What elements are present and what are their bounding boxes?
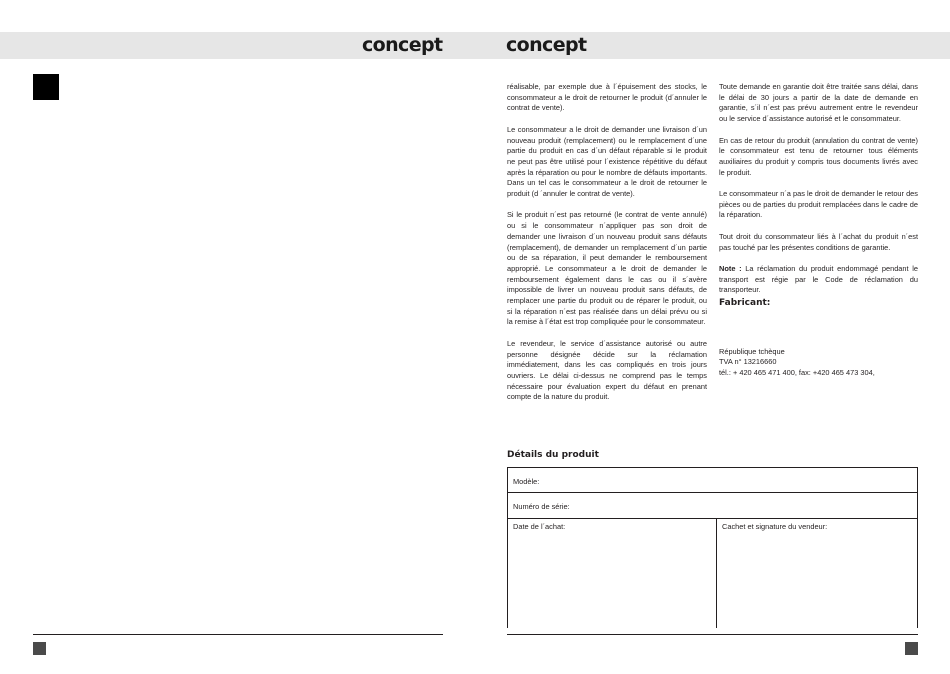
address-country: République tchèque bbox=[719, 346, 785, 356]
serial-row[interactable] bbox=[508, 493, 917, 519]
note-text: La réclamation du produit endommagé pendant le transport est régie par le Code de réclamation du transporteur. bbox=[719, 263, 918, 295]
purchase-date-label: Date de l´achat: bbox=[513, 522, 566, 531]
paragraph: En cas de retour du produit (annulation du contrat de vente) le consommateur est tenu de retourner tous éléments auxiliaires du produit y compris tous documents livrés avec le produit. bbox=[719, 135, 918, 177]
model-row[interactable] bbox=[508, 468, 917, 493]
address-tva: TVA n° 13216660 bbox=[719, 357, 777, 367]
paragraph: Si le produit n´est pas retourné (le contrat de vente annulé) ou si le consommateur n´appliquer pas son droit de demander une livraison d´un nouveau produit sans défauts (remplacement), de demander un remplacement d´un partie ou de sa réparation, il peut demander le remboursement approprié. Le consommateur a le droit de demander le remboursement également dans le cas ou il s´avère impossible de livrer un nouveau produit sans défauts, de remplacer une partie du produit ou de réparer le produit, ou si la réparation n´est pas réalisée dans un délai prévu ou si la remise à l´état est trop compliquée pour le consommateur. bbox=[507, 210, 707, 327]
paragraph: Tout droit du consommateur liés à l´achat du produit n´est pas touché par les présentes conditions de garantie. bbox=[719, 231, 918, 252]
footer-rule-right bbox=[507, 634, 918, 635]
brand-logo-left: concept bbox=[362, 34, 443, 56]
brand-logo-right: concept bbox=[506, 34, 587, 56]
paragraph: réalisable, par exemple due à l´épuisement des stocks, le consommateur a le droit de retourner le produit (d´annuler le contrat de vente). bbox=[507, 82, 707, 113]
page-marker-left bbox=[33, 642, 46, 655]
text-column-left bbox=[507, 82, 707, 414]
serial-label: Numéro de série: bbox=[513, 502, 570, 511]
table-divider bbox=[716, 519, 717, 628]
seller-stamp-label: Cachet et signature du vendeur: bbox=[722, 522, 828, 531]
purchase-row bbox=[508, 519, 917, 628]
paragraph: Le consommateur a le droit de demander une livraison d´un nouveau produit (remplacement) ou le remplacement d´une partie du produit en cas d´un défaut réparable si le produit ne peut pas être utilisé pour l´existence répétitive du défaut après la réparation ou pour le nombre de défauts importants. Dans un tel cas le consommateur a le droit de retourner le produit (d ´annuler le contrat de vente). bbox=[507, 124, 707, 199]
product-details-form bbox=[507, 467, 918, 628]
footer-rule-left bbox=[33, 634, 443, 635]
page-marker-right bbox=[905, 642, 918, 655]
text-column-right bbox=[719, 82, 918, 379]
header-bar bbox=[0, 32, 950, 59]
paragraph: Le consommateur n´a pas le droit de demander le retour des pièces ou de parties du produit remplacées dans le cadre de la réparation. bbox=[719, 189, 918, 220]
product-details-title: Détails du produit bbox=[507, 450, 599, 460]
address-phone: tél.: + 420 465 471 400, fax: +420 465 473 304, bbox=[719, 368, 875, 378]
manufacturer-heading: Fabricant: bbox=[719, 298, 771, 308]
note-label: Note : bbox=[719, 263, 742, 273]
manufacturer-address bbox=[719, 347, 918, 379]
note-paragraph bbox=[719, 264, 918, 296]
language-marker-box bbox=[33, 74, 59, 100]
paragraph: Le revendeur, le service d´assistance autorisé ou autre personne désignée décide sur la réclamation immédiatement, dans les cas compliqués en trois jours ouvriers. Le délai ci-dessus ne comprend pas le temps nécessaire pour évaluation expert du défaut en prenant compte de la nature du produit. bbox=[507, 338, 707, 402]
model-label: Modèle: bbox=[513, 477, 540, 486]
paragraph: Toute demande en garantie doit être traitée sans délai, dans le délai de 30 jours a partir de la date de demande en garantie, s´il n´est pas prévu autrement entre le revendeur ou le service d´assistance autorisé et le consommateur. bbox=[719, 82, 918, 124]
